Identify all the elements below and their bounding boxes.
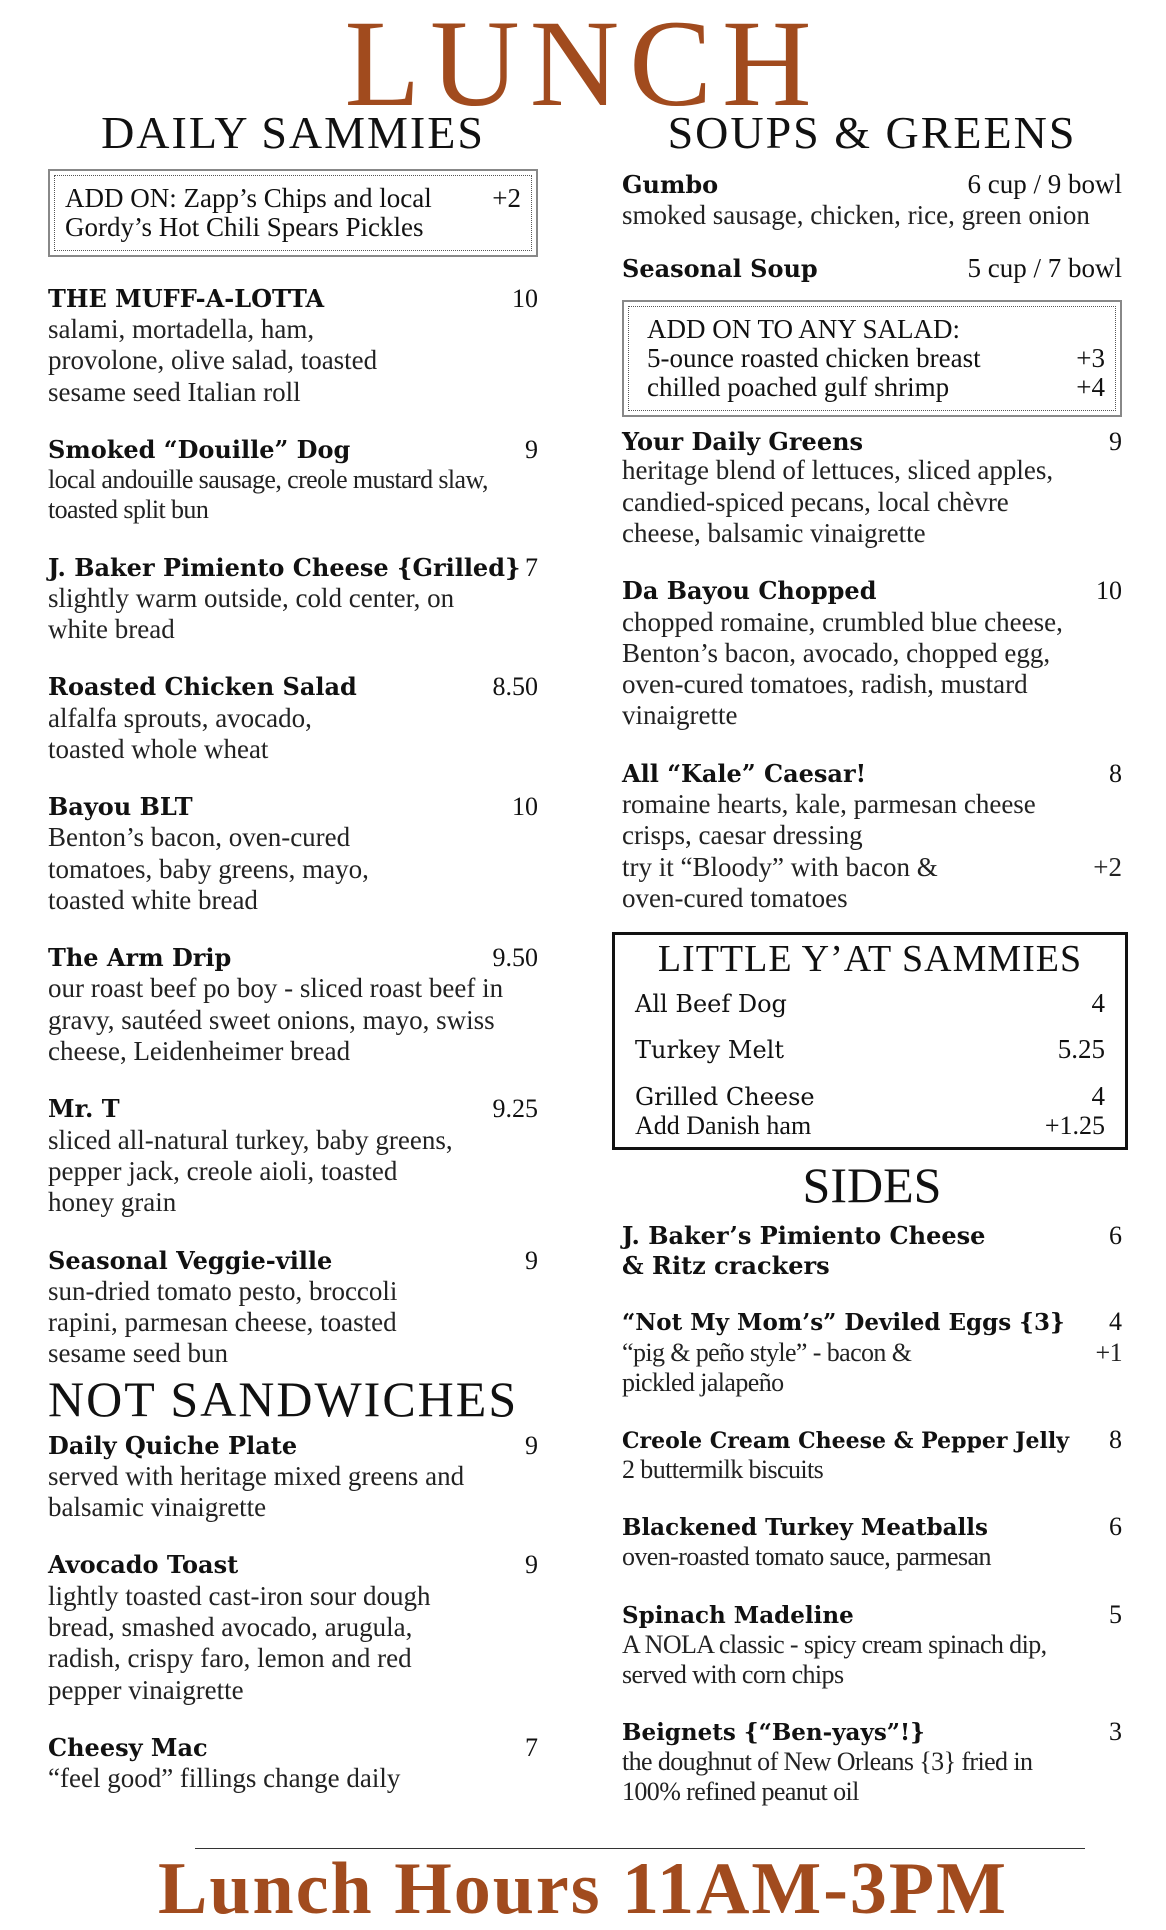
item-name: THE MUFF-A-LOTTA <box>48 283 325 313</box>
menu-item <box>48 434 538 526</box>
item-price: 10 <box>512 792 538 822</box>
item-price: 10 <box>512 283 538 313</box>
item-desc: chopped romaine, crumbled blue cheese, Benton’s bacon, avocado, chopped egg, oven-cured tomatoes, radish, mustard vinaigrette <box>622 606 1063 731</box>
item-desc: heritage blend of lettuces, sliced apples, candied-spiced pecans, local chèvre cheese, balsamic vinaigrette <box>622 455 1054 548</box>
item-name: Your Daily Greens <box>622 427 864 457</box>
addon-line2: Gordy’s Hot Chili Spears Pickles <box>65 211 424 242</box>
lunch-hours: Lunch Hours 11AM-3PM <box>158 1848 1008 1930</box>
item-desc: pickled jalapeño <box>622 1367 784 1397</box>
sammies-addon <box>54 175 532 251</box>
little-item-name: All Beef Dog <box>635 989 787 1018</box>
item-extra: try it “Bloody” with bacon & <box>622 851 938 882</box>
item-price: 8 <box>1109 758 1122 788</box>
item-price: 4 <box>1109 1307 1122 1337</box>
sides-heading: SIDES <box>802 1157 942 1214</box>
item-name: The Arm Drip <box>48 943 232 973</box>
menu-item <box>48 1549 538 1705</box>
salad-addon-heading: ADD ON TO ANY SALAD: <box>647 313 961 344</box>
item-name: Roasted Chicken Salad <box>48 672 357 702</box>
daily-sammies-heading: DAILY SAMMIES <box>101 107 485 158</box>
item-price: 6 cup / 9 bowl <box>967 168 1122 199</box>
item-desc: alfalfa sprouts, avocado, toasted whole wheat <box>48 702 312 764</box>
menu-item <box>622 1424 1122 1485</box>
little-sub-price: +1.25 <box>1044 1111 1105 1141</box>
salad-addon-box <box>622 300 1122 417</box>
item-price: 9 <box>525 435 538 465</box>
sammies-addon-box <box>48 169 538 257</box>
menu-item <box>48 1245 538 1370</box>
little-item-name: Grilled Cheese <box>635 1082 815 1111</box>
little-yat-heading: LITTLE Y’AT SAMMIES <box>657 938 1083 981</box>
item-extra2: oven-cured tomatoes <box>622 882 848 913</box>
little-item-price: 5.25 <box>1057 1034 1105 1065</box>
menu-item <box>48 671 538 765</box>
menu-item <box>622 1220 1122 1280</box>
menu-item <box>48 1732 538 1795</box>
left-column <box>48 108 538 1820</box>
salad-addon-line1: 5-ounce roasted chicken breast <box>647 343 981 374</box>
little-item-name: Turkey Melt <box>635 1036 784 1065</box>
menu-item <box>622 758 1122 914</box>
item-price: 8 <box>1109 1424 1122 1454</box>
item-name: Smoked “Douille” Dog <box>48 435 351 465</box>
little-yat-box <box>612 932 1128 1150</box>
soups-greens-heading: SOUPS & GREENS <box>667 107 1077 158</box>
not-sandwiches-heading: NOT SANDWICHES <box>48 1370 519 1427</box>
item-desc: the doughnut of New Orleans {3} fried in 100% refined peanut oil <box>622 1747 1033 1807</box>
menu-title: LUNCH <box>344 0 822 132</box>
item-desc: romaine hearts, kale, parmesan cheese crisps, caesar dressing <box>622 788 1036 851</box>
item-desc: “pig & peño style” - bacon & <box>622 1337 912 1367</box>
item-price: 7 <box>525 552 538 582</box>
little-item-price: 4 <box>1091 987 1105 1018</box>
item-name: Seasonal Veggie-ville <box>48 1245 333 1275</box>
item-name: All “Kale” Caesar! <box>622 758 867 788</box>
item-price: 9 <box>525 1430 538 1460</box>
item-name: Blackened Turkey Meatballs <box>622 1514 988 1542</box>
salad-addon <box>628 306 1116 411</box>
item-name: Cheesy Mac <box>48 1732 208 1762</box>
salad-addon-price1: +3 <box>1076 343 1105 374</box>
item-name: Creole Cream Cheese & Pepper Jelly <box>622 1427 1070 1454</box>
item-name: Avocado Toast <box>48 1550 239 1580</box>
item-name: Mr. T <box>48 1094 120 1124</box>
little-sub: Add Danish ham <box>635 1111 812 1141</box>
item-price: 5 cup / 7 bowl <box>967 252 1122 283</box>
item-price: 10 <box>1096 576 1122 606</box>
item-price: 9.25 <box>492 1094 538 1124</box>
item-desc: served with heritage mixed greens and balsamic vinaigrette <box>48 1460 465 1523</box>
little-item <box>635 1080 1105 1112</box>
item-name: Da Bayou Chopped <box>622 576 877 606</box>
item-desc: “feel good” fillings change daily <box>48 1763 401 1794</box>
item-name: Beignets {“Ben-yays”!} <box>622 1719 925 1747</box>
item-price: 3 <box>1109 1717 1122 1747</box>
item-name: Bayou BLT <box>48 792 193 822</box>
item-desc: slightly warm outside, cold center, on white bread <box>48 582 455 645</box>
item-name: J. Baker Pimiento Cheese {Grilled} <box>48 552 521 582</box>
menu-item <box>48 942 538 1067</box>
item-desc: salami, mortadella, ham, provolone, olive salad, toasted sesame seed Italian roll <box>48 314 378 407</box>
item-price: 9 <box>525 1245 538 1275</box>
menu-item <box>622 1511 1122 1572</box>
menu-item <box>622 169 1122 231</box>
item-price: 9 <box>1109 427 1122 457</box>
menu-item <box>622 1599 1122 1691</box>
item-desc: sliced all-natural turkey, baby greens, pepper jack, creole aioli, toasted honey grain <box>48 1124 453 1218</box>
menu-item <box>48 552 538 646</box>
item-desc: Benton’s bacon, oven-cured tomatoes, baby greens, mayo, toasted white bread <box>48 822 369 915</box>
menu-item <box>48 1430 538 1524</box>
menu-item <box>622 575 1122 731</box>
item-price: 8.50 <box>492 672 538 702</box>
item-price: 9.50 <box>492 943 538 973</box>
menu-item <box>48 791 538 916</box>
item-desc: lightly toasted cast-iron sour dough bread, smashed avocado, arugula, radish, crispy faro, lemon and red pepper vinaigrette <box>48 1580 431 1705</box>
right-column <box>622 108 1122 1834</box>
little-item-price: 4 <box>1091 1080 1105 1111</box>
item-name: “Not My Mom’s” Deviled Eggs {3} <box>622 1309 1065 1337</box>
item-desc: our roast beef po boy - sliced roast beef in gravy, sautéed sweet onions, mayo, swiss cheese, Leidenheimer bread <box>48 973 504 1067</box>
menu-item <box>622 1306 1122 1398</box>
item-name: Gumbo <box>622 169 719 199</box>
menu-item <box>48 1093 538 1218</box>
item-name: Daily Quiche Plate <box>48 1430 298 1460</box>
item-extra-price: +2 <box>1093 851 1122 882</box>
menu-item <box>622 429 1122 549</box>
item-price: 7 <box>525 1732 538 1762</box>
menu-item <box>48 283 538 408</box>
menu-item <box>622 253 1122 284</box>
item-price: 6 <box>1109 1512 1122 1542</box>
item-price: 5 <box>1109 1599 1122 1629</box>
item-desc: oven-roasted tomato sauce, parmesan <box>622 1542 991 1572</box>
item-desc: 2 buttermilk biscuits <box>622 1455 824 1485</box>
item-desc: local andouille sausage, creole mustard slaw, toasted split bun <box>48 465 488 525</box>
addon-lead: ADD ON: <box>65 182 177 213</box>
addon-price: +2 <box>492 182 521 213</box>
item-extra-price: +1 <box>1095 1337 1122 1367</box>
item-price: 6 <box>1109 1221 1122 1251</box>
little-item <box>635 1033 1105 1065</box>
addon-line1: Zapp’s Chips and local <box>176 182 432 213</box>
item-price: 9 <box>525 1550 538 1580</box>
item-desc: A NOLA classic - spicy cream spinach dip, served with corn chips <box>622 1629 1047 1689</box>
menu-item <box>622 1716 1122 1808</box>
salad-addon-line2: chilled poached gulf shrimp <box>647 372 950 403</box>
little-item <box>635 987 1105 1019</box>
item-desc: smoked sausage, chicken, rice, green onion <box>622 199 1090 230</box>
item-name: Seasonal Soup <box>622 253 818 283</box>
item-name: J. Baker’s Pimiento Cheese <box>622 1221 986 1251</box>
item-desc: sun-dried tomato pesto, broccoli rapini, parmesan cheese, toasted sesame seed bun <box>48 1275 398 1369</box>
item-name: Spinach Madeline <box>622 1601 854 1629</box>
salad-addon-price2: +4 <box>1076 372 1105 403</box>
item-name-2: & Ritz crackers <box>622 1250 830 1280</box>
